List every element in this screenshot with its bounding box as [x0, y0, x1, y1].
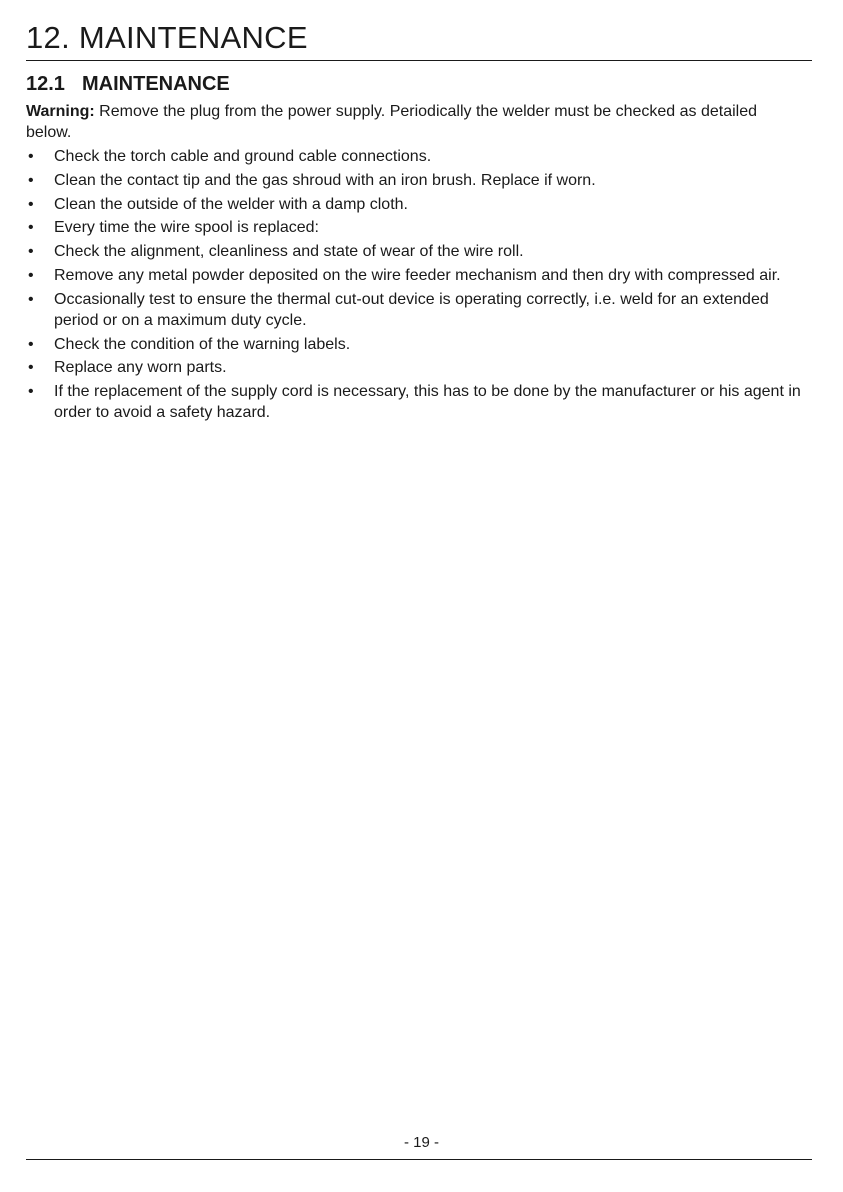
- list-item: [26, 217, 806, 238]
- list-item: [26, 289, 806, 331]
- bullet-icon: •: [28, 219, 34, 237]
- list-item: [26, 357, 806, 378]
- list-item-text: Occasionally test to ensure the thermal cut-out device is operating correctly, i.e. weld for an extended period or on a maximum duty cycle.: [54, 290, 769, 329]
- bullet-icon: •: [28, 359, 34, 377]
- list-item-text: Clean the outside of the welder with a damp cloth.: [54, 195, 408, 213]
- list-item-text: Remove any metal powder deposited on the wire feeder mechanism and then dry with compressed air.: [54, 266, 781, 284]
- list-item: [26, 381, 806, 423]
- chapter-divider: [26, 60, 812, 61]
- section-number: 12.1: [26, 73, 65, 95]
- list-item-text: Clean the contact tip and the gas shroud with an iron brush. Replace if worn.: [54, 171, 596, 189]
- list-item: [26, 170, 806, 191]
- page-number: - 19 -: [403, 1134, 439, 1151]
- list-item: [26, 146, 806, 167]
- list-item-text: If the replacement of the supply cord is necessary, this has to be done by the manufacturer or his agent in order to avoid a safety hazard.: [54, 383, 801, 422]
- section-title: [26, 70, 230, 98]
- bullet-icon: •: [28, 290, 34, 308]
- list-item: [26, 194, 806, 215]
- maintenance-list: [26, 146, 806, 426]
- list-item: [26, 241, 806, 262]
- bullet-icon: •: [28, 335, 34, 353]
- bullet-icon: •: [28, 148, 34, 165]
- chapter-title: 12. MAINTENANCE: [26, 20, 308, 55]
- section-title-text: MAINTENANCE: [82, 73, 230, 95]
- list-item: [26, 334, 806, 355]
- bullet-icon: •: [28, 171, 34, 189]
- warning-paragraph: [26, 101, 801, 143]
- list-item-text: Replace any worn parts.: [54, 359, 227, 377]
- warning-text: Remove the plug from the power supply. Periodically the welder must be checked as detailed below.: [26, 103, 758, 141]
- warning-label: Warning:: [26, 103, 95, 120]
- bullet-icon: •: [28, 195, 34, 213]
- list-item-text: Check the condition of the warning labels.: [54, 335, 351, 353]
- list-item-text: Check the alignment, cleanliness and state of wear of the wire roll.: [54, 243, 524, 261]
- footer-divider: [26, 1159, 812, 1160]
- list-item-text: Check the torch cable and ground cable connections.: [54, 148, 432, 165]
- bullet-icon: •: [28, 266, 34, 284]
- list-item-text: Every time the wire spool is replaced:: [54, 219, 319, 237]
- bullet-icon: •: [28, 243, 34, 261]
- list-item: [26, 265, 806, 286]
- bullet-icon: •: [28, 383, 34, 401]
